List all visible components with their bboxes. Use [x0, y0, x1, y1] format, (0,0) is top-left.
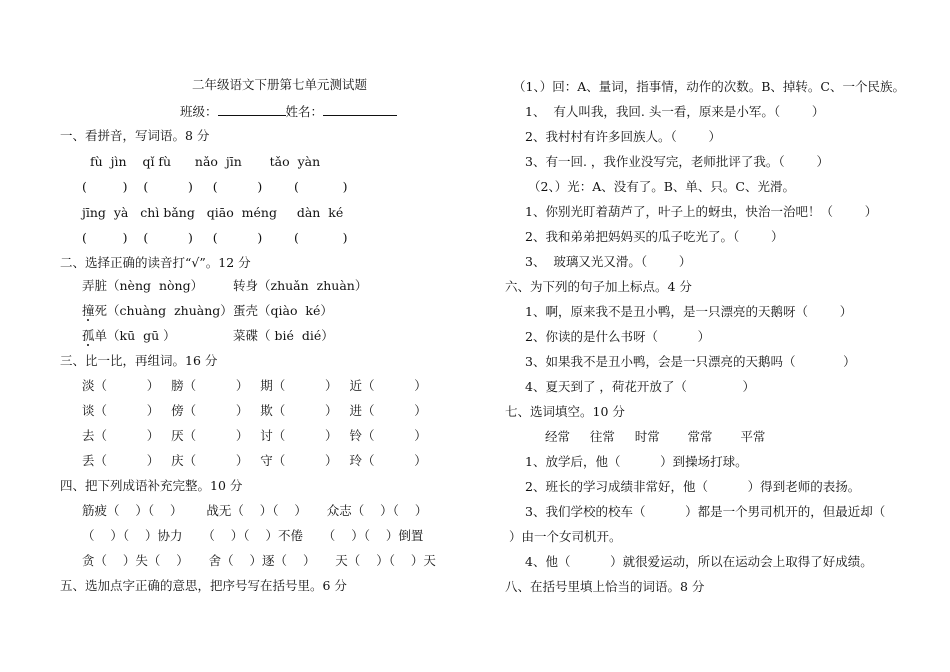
pron-item[interactable]: 弄脏（nèng nòng）: [82, 278, 204, 293]
meaning-def-2: （2、）光：A、没有了。B、单、只。C、光滑。: [528, 179, 795, 194]
section-4-heading: 四、把下列成语补充完整。10 分: [60, 478, 243, 493]
punctuation-item[interactable]: 1、啊，原来我不是丑小鸭，是一只漂亮的天鹅呀（ ）: [525, 304, 853, 319]
section-6-heading: 六、为下列的句子加上标点。4 分: [505, 279, 692, 294]
punctuation-item[interactable]: 2、你读的是什么书呀（ ）: [525, 329, 711, 344]
fill-item[interactable]: 4、他（ ）就很爱运动，所以在运动会上取得了好成绩。: [525, 554, 873, 569]
page-title: 二年级语文下册第七单元测试题: [192, 77, 368, 92]
answer-parens-row-1[interactable]: ( ) ( ) ( ) ( ): [82, 179, 348, 194]
pron-item[interactable]: 蛋壳（qiào ké）: [233, 303, 333, 318]
section-8-heading: 八、在括号里填上恰当的词语。8 分: [505, 579, 705, 594]
fill-item-continued: ）由一个女司机开。: [509, 529, 622, 544]
section-5-heading: 五、选加点字正确的意思，把序号写在括号里。6 分: [60, 578, 347, 593]
pron-item-rest: 单（kū gū ）: [94, 328, 176, 343]
pron-item-rest: 死（chuàng zhuàng）: [94, 303, 233, 318]
punctuation-item[interactable]: 4、夏天到了 ，荷花开放了（ ）: [525, 379, 756, 394]
pron-item[interactable]: [82, 328, 176, 344]
name-field[interactable]: [323, 103, 397, 116]
idiom-row[interactable]: 筋疲（ ）（ ） 战无（ ）（ ） 众志（ ）（ ）: [82, 503, 428, 518]
pinyin-row-1: fù jìn qǐ fù nǎo jīn tǎo yàn: [90, 154, 321, 169]
idiom-row[interactable]: （ ）（ ）协力 （ ）（ ）不倦 （ ）（ ）倒置: [82, 528, 424, 543]
fill-item[interactable]: 2、班长的学习成绩非常好，他（ ）得到老师的表扬。: [525, 479, 861, 494]
dotted-char: 撞: [82, 303, 95, 318]
pron-item[interactable]: 转身（zhuǎn zhuàn）: [233, 278, 368, 293]
section-7-heading: 七、选词填空。10 分: [505, 404, 625, 419]
class-name-line: [180, 103, 397, 120]
meaning-item[interactable]: 1、你别光盯着葫芦了，叶子上的蚜虫，快治一治吧！（ ）: [525, 204, 878, 219]
meaning-item[interactable]: 2、我村村有许多回族人。（ ）: [525, 129, 721, 144]
section-3-heading: 三、比一比，再组词。16 分: [60, 353, 218, 368]
compare-row[interactable]: 淡（ ） 膀（ ） 期（ ） 近（ ）: [82, 378, 427, 393]
meaning-item[interactable]: 1、 有人叫我，我回. 头一看，原来是小军。（ ）: [525, 104, 825, 119]
pron-item[interactable]: [82, 303, 233, 319]
name-label: 姓名：: [285, 104, 324, 119]
meaning-item[interactable]: 3、 玻璃又光又滑。（ ）: [525, 254, 692, 269]
meaning-item[interactable]: 2、我和弟弟把妈妈买的瓜子吃光了。（ ）: [525, 229, 784, 244]
compare-row[interactable]: 谈（ ） 傍（ ） 欺（ ） 进（ ）: [82, 403, 427, 418]
compare-row[interactable]: 丢（ ） 庆（ ） 守（ ） 玲（ ）: [82, 453, 427, 468]
pron-item[interactable]: 菜碟（ bié dié）: [233, 328, 334, 343]
meaning-def-1: （1、）回：A、量词，指事情，动作的次数。B、掉转。C、一个民族。: [513, 79, 905, 94]
section-1-heading: 一、看拼音，写词语。8 分: [60, 128, 210, 143]
meaning-item[interactable]: 3、有一回. ，我作业没写完，老师批评了我。（ ）: [525, 154, 829, 169]
punctuation-item[interactable]: 3、如果我不是丑小鸭，会是一只漂亮的天鹅吗（ ）: [525, 354, 856, 369]
class-label: 班级：: [180, 104, 218, 119]
compare-row[interactable]: 去（ ） 厌（ ） 讨（ ） 铃（ ）: [82, 428, 427, 443]
idiom-row[interactable]: 贪（ ）失（ ） 舍（ ）逐（ ） 天（ ）（ ）天: [82, 553, 436, 568]
word-bank: 经常 往常 时常 常常 平常: [545, 429, 766, 444]
section-2-heading: 二、选择正确的读音打“√”。12 分: [60, 255, 251, 270]
fill-item[interactable]: 1、放学后，他（ ）到操场打球。: [525, 454, 748, 469]
class-field[interactable]: [218, 103, 286, 116]
fill-item[interactable]: 3、我们学校的校车（ ）都是一个男司机开的，但最近却（: [525, 504, 886, 519]
dotted-char: 孤: [82, 328, 95, 343]
answer-parens-row-2[interactable]: ( ) ( ) ( ) ( ): [82, 230, 348, 245]
pinyin-row-2: jīng yà chì bǎng qiāo méng dàn ké: [82, 205, 344, 220]
